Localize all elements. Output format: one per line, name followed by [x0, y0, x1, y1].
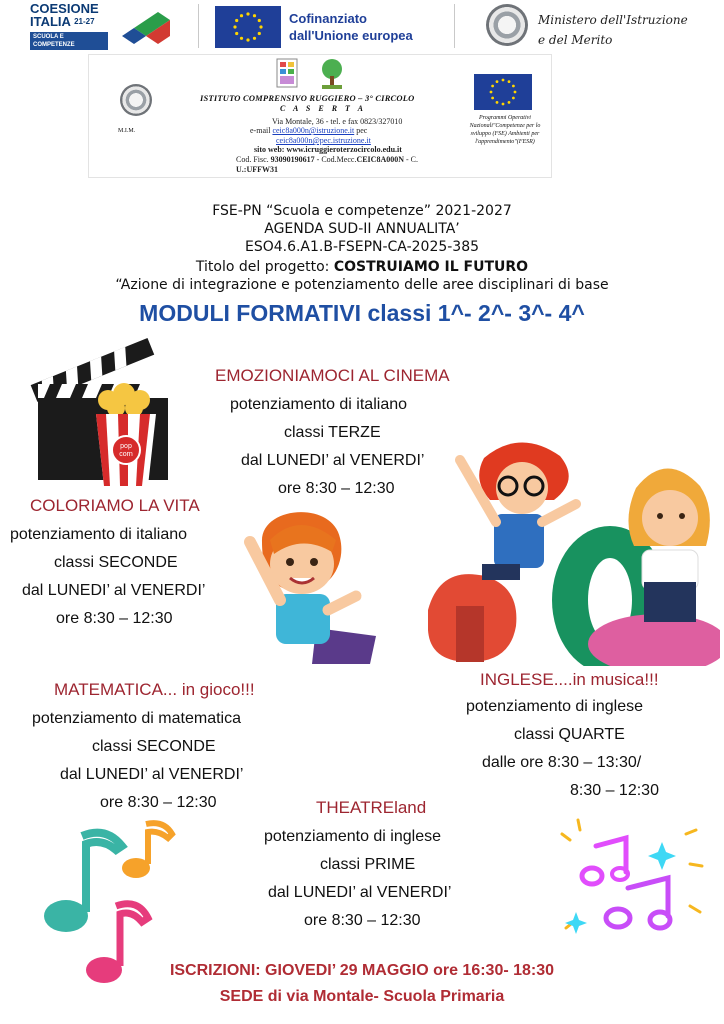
module-matematica-subject: potenziamento di matematica: [32, 710, 241, 727]
institute-codes-line: [236, 155, 418, 164]
cod-tail: - C.: [406, 155, 418, 164]
header-line3: ESO4.6.A1.B-FSEPN-CA-2025-385: [244, 239, 480, 255]
institute-pec-line: [276, 136, 371, 145]
divider: [454, 4, 455, 48]
popcorn-label-pop: pop: [120, 443, 132, 450]
module-matematica-hours: ore 8:30 – 12:30: [100, 794, 217, 811]
module-cinema-title: EMOZIONIAMOCI AL CINEMA: [215, 366, 450, 385]
email-label: e-mail: [250, 126, 271, 135]
ministero-line1: Ministero dell'Istruzione: [538, 13, 688, 27]
module-matematica-title: MATEMATICA... in gioco!!!: [54, 680, 255, 699]
institute-uff-code: U.:UFFW31: [236, 165, 278, 174]
institute-email-line: [250, 126, 367, 135]
eu-flag-small-icon: [474, 74, 532, 110]
clapperboard-popcorn-illustration: [26, 336, 176, 496]
republic-emblem-icon: [486, 4, 528, 46]
module-coloriamo-hours: ore 8:30 – 12:30: [56, 610, 173, 627]
project-label: Titolo del progetto:: [195, 259, 334, 275]
module-coloriamo-classes: classi SECONDE: [54, 554, 178, 571]
institute-address: Via Montale, 36 - tel. e fax 0823/327010: [272, 117, 403, 126]
module-theatre-days: dal LUNEDI’ al VENERDI’: [268, 884, 452, 901]
module-theatre-subject: potenziamento di inglese: [264, 828, 442, 845]
header-line5: “Azione di integrazione e potenziamento delle aree disciplinari di base: [115, 277, 609, 293]
module-inglese-days: dalle ore 8:30 – 13:30/: [482, 754, 642, 771]
coesione-arrows-icon: [114, 6, 188, 50]
school-logo-icon: [276, 58, 298, 88]
module-inglese-subject: potenziamento di inglese: [466, 698, 644, 715]
module-matematica-classes: classi SECONDE: [92, 738, 216, 755]
institute-city: C A S E R T A: [280, 104, 366, 113]
coesione-years: 21-27: [74, 17, 95, 26]
popcorn-label-corn: corn: [119, 451, 133, 458]
ministero-logo-text: [538, 10, 688, 50]
eu-line2: dall'Unione europea: [289, 28, 413, 43]
module-inglese-classes: classi QUARTE: [514, 726, 625, 743]
web-label: sito web:: [254, 145, 285, 154]
cod-fisc-label: Cod. Fisc.: [236, 155, 269, 164]
institute-name: ISTITUTO COMPRENSIVO RUGGIERO – 3° CIRCOLO: [200, 93, 415, 103]
institute-web-line: [254, 145, 402, 154]
coesione-italia-logo: [30, 2, 190, 50]
email-link[interactable]: ceic8a000n@istruzione.it: [272, 126, 355, 135]
coesione-line2: [30, 15, 95, 28]
main-title: MODULI FORMATIVI classi 1^- 2^- 3^- 4^: [139, 300, 585, 326]
children-numbers-illustration: [420, 430, 720, 666]
coesione-tagline: SCUOLA E COMPETENZE: [30, 32, 108, 50]
neon-music-notes-illustration: [556, 816, 706, 956]
logo-band: [0, 0, 724, 52]
coesione-line1: COESIONE: [30, 1, 99, 16]
pon-text: Programmi Operativi Nazionali"Competenze per lo sviluppo (FSE) Ambienti per l'apprendimento"(FESR): [469, 115, 541, 145]
module-inglese-hours: 8:30 – 12:30: [570, 782, 659, 799]
module-cinema-subject: potenziamento di italiano: [230, 396, 408, 413]
cod-mecc-value: CEIC8A000N: [356, 155, 404, 164]
web-link[interactable]: www.icruggieroterzocircolo.edu.it: [286, 145, 402, 154]
music-notes-illustration: [30, 816, 180, 986]
module-coloriamo-days: dal LUNEDI’ al VENERDI’: [22, 582, 206, 599]
boy-waving-illustration: [240, 500, 380, 665]
module-theatre-hours: ore 8:30 – 12:30: [304, 912, 421, 929]
module-theatre-classes: classi PRIME: [320, 856, 416, 873]
mim-label: M.I.M.: [118, 128, 136, 134]
project-title: COSTRUIAMO IL FUTURO: [333, 259, 529, 275]
project-title-line: [0, 258, 724, 276]
module-matematica-days: dal LUNEDI’ al VENERDI’: [60, 766, 244, 783]
divider: [198, 4, 199, 48]
header-line2: AGENDA SUD-II ANNUALITA’: [264, 221, 460, 237]
module-coloriamo-title: COLORIAMO LA VITA: [30, 496, 200, 515]
pec-link[interactable]: ceic8a000n@pec.istruzione.it: [276, 136, 371, 145]
location-info: SEDE di via Montale- Scuola Primaria: [219, 988, 505, 1005]
republic-emblem-small-icon: [120, 84, 152, 116]
module-cinema-days: dal LUNEDI’ al VENERDI’: [241, 452, 425, 469]
module-cinema-classes: classi TERZE: [284, 424, 381, 441]
cod-fisc-value: 93090190617: [270, 155, 315, 164]
tree-logo-icon: [320, 58, 344, 90]
header-line1: FSE-PN “Scuola e competenze” 2021-2027: [212, 203, 512, 219]
coesione-country: ITALIA: [30, 14, 71, 29]
module-theatre-title: THEATREland: [316, 798, 427, 817]
module-coloriamo-subject: potenziamento di italiano: [10, 526, 188, 543]
module-inglese-title: INGLESE....in musica!!!: [480, 670, 659, 689]
pec-label: pec: [356, 126, 368, 135]
eu-line1: Cofinanziato: [289, 11, 367, 26]
ministero-line2: e del Merito: [538, 33, 613, 47]
registration-info: ISCRIZIONI: GIOVEDI’ 29 MAGGIO ore 16:30- 18:30: [169, 962, 555, 979]
eu-flag-icon: [215, 6, 281, 48]
module-cinema-hours: ore 8:30 – 12:30: [278, 480, 395, 497]
cod-mecc-label: - Cod.Mecc.: [316, 155, 357, 164]
eu-cofinanced-text: [289, 10, 413, 44]
